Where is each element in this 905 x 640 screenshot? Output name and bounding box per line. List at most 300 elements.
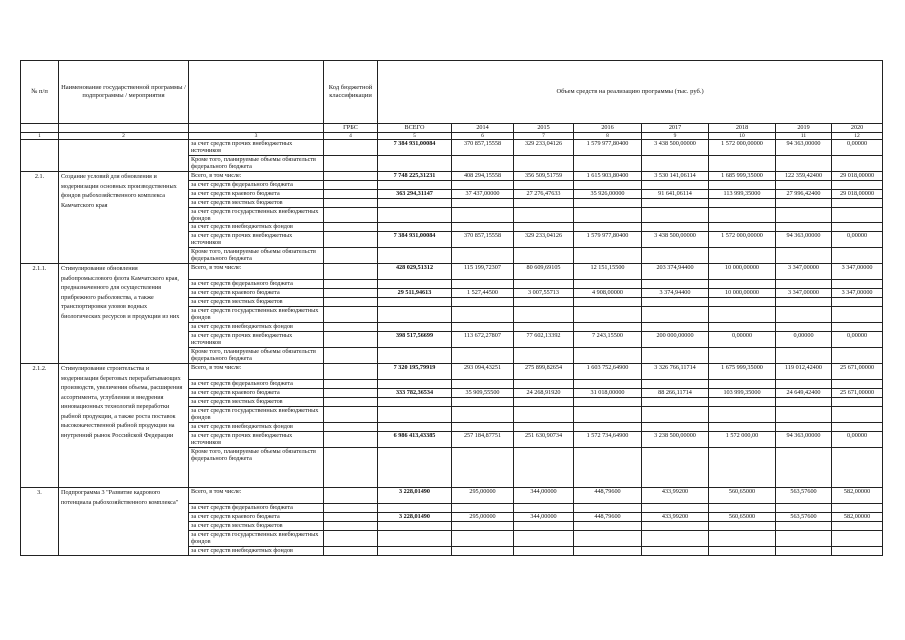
year-value (776, 181, 832, 190)
item-name (59, 140, 189, 172)
funding-source-label: за счет средств федерального бюджета (189, 504, 324, 513)
year-value: 3 374,94400 (642, 289, 709, 298)
year-value (452, 531, 514, 547)
total-value: 7 384 931,00084 (378, 140, 452, 156)
year-value (514, 448, 574, 488)
item-number: 3. (21, 488, 59, 556)
year-value: 329 233,04126 (514, 232, 574, 248)
year-value (574, 522, 642, 531)
year-value (832, 547, 883, 556)
total-value (378, 448, 452, 488)
year-value: 433,99200 (642, 488, 709, 504)
column-number: 5 (378, 133, 452, 140)
budget-code-cell (324, 298, 378, 307)
year-value (832, 307, 883, 323)
year-value (776, 348, 832, 364)
year-value: 113 672,27807 (452, 332, 514, 348)
column-number: 8 (574, 133, 642, 140)
year-value (642, 522, 709, 531)
header-source (189, 61, 324, 124)
subheader-year: 2015 (514, 124, 574, 133)
funding-source-label: за счет средств краевого бюджета (189, 190, 324, 199)
total-value (378, 181, 452, 190)
subheader-row (21, 124, 883, 133)
year-value (514, 156, 574, 172)
total-value: 428 029,51312 (378, 264, 452, 280)
funding-source-label: за счет средств прочих внебюджетных источников (189, 232, 324, 248)
budget-code-cell (324, 190, 378, 199)
year-value (642, 504, 709, 513)
year-value: 29 018,00000 (832, 172, 883, 181)
budget-code-cell (324, 448, 378, 488)
total-value (378, 298, 452, 307)
column-number: 6 (452, 133, 514, 140)
budget-code-cell (324, 181, 378, 190)
year-value (776, 323, 832, 332)
year-value (642, 348, 709, 364)
year-value (832, 280, 883, 289)
year-value: 27 996,42400 (776, 190, 832, 199)
funding-source-label: за счет средств внебюджетных фондов (189, 323, 324, 332)
budget-code-cell (324, 398, 378, 407)
year-value (832, 348, 883, 364)
year-value (709, 199, 776, 208)
year-value: 203 374,94400 (642, 264, 709, 280)
year-value (832, 248, 883, 264)
funding-source-label: Всего, в том числе: (189, 172, 324, 181)
year-value: 35 926,00000 (574, 190, 642, 199)
year-value: 35 909,55500 (452, 389, 514, 398)
year-value (514, 208, 574, 223)
funding-source-label: за счет средств прочих внебюджетных источников (189, 432, 324, 448)
year-value (574, 181, 642, 190)
year-value (832, 181, 883, 190)
year-value (452, 407, 514, 423)
year-value (452, 448, 514, 488)
funding-source-label: за счет средств государственных внебюджетных фондов (189, 531, 324, 547)
year-value: 103 999,35000 (709, 389, 776, 398)
year-value: 27 276,47633 (514, 190, 574, 199)
year-value: 94 363,00000 (776, 432, 832, 448)
year-value: 1 579 977,80400 (574, 140, 642, 156)
funding-source-label: за счет средств федерального бюджета (189, 280, 324, 289)
year-value (709, 298, 776, 307)
total-value (378, 407, 452, 423)
year-value (642, 298, 709, 307)
year-value (709, 407, 776, 423)
total-value: 3 228,01490 (378, 513, 452, 522)
budget-code-cell (324, 522, 378, 531)
year-value: 31 018,00000 (574, 389, 642, 398)
year-value: 295,00000 (452, 488, 514, 504)
year-value (514, 547, 574, 556)
column-number: 3 (189, 133, 324, 140)
header-num: № п/п (21, 61, 59, 124)
year-value: 0,00000 (709, 332, 776, 348)
total-value (378, 522, 452, 531)
column-number: 7 (514, 133, 574, 140)
budget-code-cell (324, 323, 378, 332)
year-value (514, 199, 574, 208)
subheader-year: 2014 (452, 124, 514, 133)
funding-source-label: за счет средств федерального бюджета (189, 181, 324, 190)
budget-code-cell (324, 389, 378, 398)
year-value (776, 547, 832, 556)
year-value (776, 156, 832, 172)
total-value (378, 248, 452, 264)
year-value: 370 857,15558 (452, 232, 514, 248)
year-value (642, 307, 709, 323)
funding-source-label: за счет средств федерального бюджета (189, 380, 324, 389)
table-row (21, 140, 883, 156)
funding-source-label: Всего, в том числе: (189, 264, 324, 280)
year-value (574, 323, 642, 332)
year-value (514, 298, 574, 307)
total-value: 29 511,94613 (378, 289, 452, 298)
year-value (709, 208, 776, 223)
funding-source-label: за счет средств государственных внебюджетных фондов (189, 307, 324, 323)
item-number: 2.1. (21, 172, 59, 264)
year-value: 7 243,15500 (574, 332, 642, 348)
subheader-total: ВСЕГО (378, 124, 452, 133)
funding-source-label: за счет средств краевого бюджета (189, 389, 324, 398)
year-value (452, 199, 514, 208)
year-value: 1 572 000,00 (709, 432, 776, 448)
year-value: 1 675 999,35000 (709, 364, 776, 380)
header-volume: Объем средств на реализацию программы (тыс. руб.) (378, 61, 883, 124)
year-value (574, 208, 642, 223)
year-value (642, 407, 709, 423)
total-value (378, 199, 452, 208)
year-value (452, 181, 514, 190)
year-value (574, 531, 642, 547)
budget-code-cell (324, 208, 378, 223)
year-value: 0,00000 (832, 432, 883, 448)
year-value (452, 423, 514, 432)
funding-source-label: за счет средств местных бюджетов (189, 522, 324, 531)
total-value (378, 348, 452, 364)
year-value (776, 398, 832, 407)
year-value: 3 347,00000 (832, 289, 883, 298)
year-value: 1 603 752,64900 (574, 364, 642, 380)
year-value (832, 156, 883, 172)
year-value: 0,00000 (832, 332, 883, 348)
year-value (832, 380, 883, 389)
year-value (452, 248, 514, 264)
budget-code-cell (324, 423, 378, 432)
table-row (21, 488, 883, 504)
subheader-year: 2017 (642, 124, 709, 133)
funding-source-label: за счет средств краевого бюджета (189, 513, 324, 522)
year-value (452, 307, 514, 323)
year-value: 1 572 000,00000 (709, 232, 776, 248)
total-value: 3 228,01490 (378, 488, 452, 504)
year-value (574, 398, 642, 407)
column-number: 9 (642, 133, 709, 140)
year-value: 1 572 734,64900 (574, 432, 642, 448)
budget-code-cell (324, 264, 378, 280)
year-value (514, 280, 574, 289)
year-value (452, 398, 514, 407)
year-value (574, 504, 642, 513)
year-value: 0,00000 (776, 332, 832, 348)
budget-code-cell (324, 547, 378, 556)
column-number: 11 (776, 133, 832, 140)
year-value: 560,65000 (709, 513, 776, 522)
year-value (574, 280, 642, 289)
year-value (776, 280, 832, 289)
budget-code-cell (324, 364, 378, 380)
year-value: 408 294,15558 (452, 172, 514, 181)
budget-code-cell (324, 380, 378, 389)
year-value: 344,00000 (514, 488, 574, 504)
year-value: 582,00000 (832, 513, 883, 522)
year-value (776, 448, 832, 488)
year-value (452, 208, 514, 223)
year-value (452, 522, 514, 531)
year-value: 3 326 766,11714 (642, 364, 709, 380)
item-number: 2.1.1. (21, 264, 59, 364)
year-value (642, 547, 709, 556)
table-row (21, 364, 883, 380)
total-value (378, 223, 452, 232)
year-value: 1 527,44500 (452, 289, 514, 298)
year-value (574, 248, 642, 264)
year-value (832, 504, 883, 513)
column-number: 2 (59, 133, 189, 140)
year-value (452, 547, 514, 556)
year-value (776, 248, 832, 264)
year-value: 563,57600 (776, 513, 832, 522)
total-value: 6 986 413,43385 (378, 432, 452, 448)
year-value (709, 280, 776, 289)
year-value: 0,00000 (832, 232, 883, 248)
year-value (642, 323, 709, 332)
total-value: 7 320 195,79919 (378, 364, 452, 380)
total-value: 363 294,31147 (378, 190, 452, 199)
year-value: 25 671,00000 (832, 364, 883, 380)
year-value: 3 347,00000 (776, 264, 832, 280)
year-value (574, 307, 642, 323)
year-value (709, 323, 776, 332)
funding-source-label: за счет средств внебюджетных фондов (189, 223, 324, 232)
header-row (21, 61, 883, 124)
total-value (378, 547, 452, 556)
total-value: 333 782,36534 (378, 389, 452, 398)
year-value (452, 298, 514, 307)
budget-code-cell (324, 531, 378, 547)
year-value (776, 208, 832, 223)
year-value: 448,79600 (574, 488, 642, 504)
year-value (642, 398, 709, 407)
year-value (514, 380, 574, 389)
table-row (21, 172, 883, 181)
year-value (642, 223, 709, 232)
year-value (832, 522, 883, 531)
year-value (709, 522, 776, 531)
budget-document (20, 60, 882, 556)
column-number: 10 (709, 133, 776, 140)
year-value (832, 448, 883, 488)
year-value: 251 630,90734 (514, 432, 574, 448)
table-row (21, 264, 883, 280)
year-value (709, 181, 776, 190)
total-value (378, 280, 452, 289)
year-value (776, 407, 832, 423)
year-value (642, 380, 709, 389)
budget-code-cell (324, 289, 378, 298)
year-value: 91 641,06114 (642, 190, 709, 199)
year-value: 24 268,91920 (514, 389, 574, 398)
year-value: 94 363,00000 (776, 232, 832, 248)
year-value (642, 181, 709, 190)
total-value (378, 504, 452, 513)
year-value (452, 156, 514, 172)
funding-source-label: за счет средств внебюджетных фондов (189, 423, 324, 432)
budget-code-cell (324, 199, 378, 208)
total-value: 7 384 931,00084 (378, 232, 452, 248)
year-value (832, 407, 883, 423)
total-value: 398 517,56699 (378, 332, 452, 348)
year-value: 29 018,00000 (832, 190, 883, 199)
year-value: 356 509,51759 (514, 172, 574, 181)
year-value (709, 307, 776, 323)
year-value (832, 531, 883, 547)
year-value: 1 615 903,80400 (574, 172, 642, 181)
subheader-year: 2020 (832, 124, 883, 133)
item-number: 2.1.2. (21, 364, 59, 488)
year-value: 448,79600 (574, 513, 642, 522)
budget-code-cell (324, 513, 378, 522)
budget-code-cell (324, 223, 378, 232)
item-number (21, 140, 59, 172)
year-value: 3 438 500,00000 (642, 232, 709, 248)
year-value (776, 423, 832, 432)
year-value: 200 000,00000 (642, 332, 709, 348)
funding-source-label: за счет средств государственных внебюджетных фондов (189, 208, 324, 223)
year-value: 88 266,11714 (642, 389, 709, 398)
year-value: 370 857,15558 (452, 140, 514, 156)
funding-source-label: за счет средств государственных внебюджетных фондов (189, 407, 324, 423)
subheader-year: 2019 (776, 124, 832, 133)
year-value (832, 323, 883, 332)
year-value (452, 504, 514, 513)
year-value: 293 094,43251 (452, 364, 514, 380)
column-number: 1 (21, 133, 59, 140)
year-value (574, 380, 642, 389)
year-value: 122 359,42400 (776, 172, 832, 181)
column-number: 4 (324, 133, 378, 140)
budget-code-cell (324, 504, 378, 513)
year-value: 115 199,72307 (452, 264, 514, 280)
year-value (574, 156, 642, 172)
year-value (709, 348, 776, 364)
budget-code-cell (324, 407, 378, 423)
year-value (709, 504, 776, 513)
year-value (452, 223, 514, 232)
column-number: 12 (832, 133, 883, 140)
year-value (776, 504, 832, 513)
year-value (642, 156, 709, 172)
year-value: 563,57600 (776, 488, 832, 504)
year-value (574, 348, 642, 364)
year-value (642, 199, 709, 208)
subheader-year: 2016 (574, 124, 642, 133)
year-value: 582,00000 (832, 488, 883, 504)
year-value: 329 233,04126 (514, 140, 574, 156)
year-value: 94 363,00000 (776, 140, 832, 156)
year-value (574, 298, 642, 307)
year-value (574, 407, 642, 423)
year-value: 1 579 977,80400 (574, 232, 642, 248)
year-value: 0,00000 (832, 140, 883, 156)
year-value (574, 448, 642, 488)
budget-code-cell (324, 488, 378, 504)
year-value (574, 547, 642, 556)
year-value (709, 547, 776, 556)
year-value: 344,00000 (514, 513, 574, 522)
funding-source-label: за счет средств местных бюджетов (189, 199, 324, 208)
year-value (514, 504, 574, 513)
item-name: Создание условий для обновления и модернизации основных производственных фондов рыбохозяйственного комплекса Камчатского края (59, 172, 189, 264)
year-value (709, 398, 776, 407)
total-value (378, 531, 452, 547)
funding-source-label: за счет средств краевого бюджета (189, 289, 324, 298)
year-value: 4 908,00000 (574, 289, 642, 298)
year-value (452, 323, 514, 332)
total-value (378, 156, 452, 172)
total-value (378, 423, 452, 432)
year-value (776, 307, 832, 323)
budget-code-cell (324, 307, 378, 323)
total-value (378, 208, 452, 223)
year-value: 3 530 141,06114 (642, 172, 709, 181)
year-value (832, 199, 883, 208)
total-value: 7 748 225,31231 (378, 172, 452, 181)
budget-table (20, 60, 883, 556)
funding-source-label: за счет средств местных бюджетов (189, 398, 324, 407)
year-value (642, 248, 709, 264)
funding-source-label: Кроме того, планируемые объемы обязательств федерального бюджета (189, 248, 324, 264)
year-value: 1 685 999,35000 (709, 172, 776, 181)
subheader-year: 2018 (709, 124, 776, 133)
funding-source-label: за счет средств прочих внебюджетных источников (189, 140, 324, 156)
year-value (514, 407, 574, 423)
year-value: 77 602,13392 (514, 332, 574, 348)
budget-code-cell (324, 232, 378, 248)
budget-code-cell (324, 140, 378, 156)
budget-code-cell (324, 248, 378, 264)
year-value: 10 000,00000 (709, 264, 776, 280)
year-value (709, 423, 776, 432)
year-value: 25 671,00000 (832, 389, 883, 398)
year-value (832, 398, 883, 407)
total-value (378, 323, 452, 332)
item-name: Подпрограмма 3 "Развитие кадрового потенциала рыбохозяйственного комплекса" (59, 488, 189, 556)
budget-code-cell (324, 332, 378, 348)
year-value: 37 437,00000 (452, 190, 514, 199)
year-value: 433,99200 (642, 513, 709, 522)
year-value: 3 238 500,00000 (642, 432, 709, 448)
year-value (642, 423, 709, 432)
funding-source-label: Кроме того, планируемые объемы обязательств федерального бюджета (189, 448, 324, 488)
year-value (452, 280, 514, 289)
year-value: 3 347,00000 (832, 264, 883, 280)
budget-code-cell (324, 156, 378, 172)
year-value (574, 199, 642, 208)
year-value (514, 531, 574, 547)
year-value (514, 348, 574, 364)
